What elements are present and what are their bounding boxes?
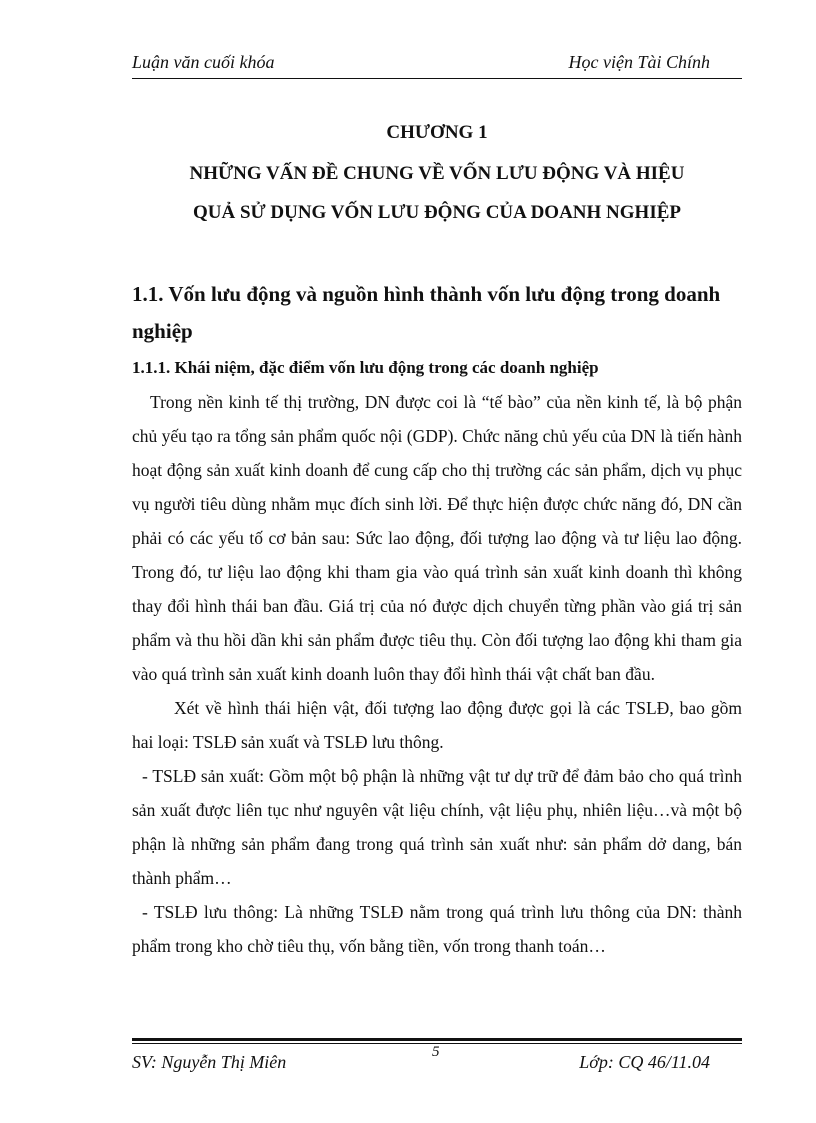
footer-divider-thick [132, 1038, 742, 1041]
chapter-title-line-2: QUẢ SỬ DỤNG VỐN LƯU ĐỘNG CỦA DOANH NGHIỆP [192, 202, 682, 223]
bullet-paragraph: - TSLĐ lưu thông: Là những TSLĐ nằm trong quá trình lưu thông của DN: thành phẩm trong kho chờ tiêu thụ, vốn bằng tiền, vốn trong thanh toán… [132, 902, 742, 956]
chapter-title-line-1: NHỮNG VẤN ĐỀ CHUNG VỀ VỐN LƯU ĐỘNG VÀ HIỆU [189, 163, 685, 184]
footer-student-name: SV: Nguyễn Thị Miên [132, 1052, 287, 1072]
subsection-heading: 1.1.1. Khái niệm, đặc điểm vốn lưu động trong các doanh nghiệp [132, 358, 599, 377]
page-footer [132, 1044, 710, 1074]
section-heading: 1.1. Vốn lưu động và nguồn hình thành vốn lưu động trong doanh nghiệp [132, 282, 721, 343]
paragraph: Trong nền kinh tế thị trường, DN được coi là “tế bào” của nền kinh tế, là bộ phận chủ yếu tạo ra tổng sản phẩm quốc nội (GDP). Chức năng chủ yếu của DN là tiến hành hoạt động sản xuất kinh doanh để cung cấp cho thị trường các sản phẩm, dịch vụ phục vụ người tiêu dùng nhằm mục đích sinh lời. Để thực hiện được chức năng đó, DN cần phải có các yếu tố cơ bản sau: Sức lao động, đối tượng lao động và tư liệu lao động. Trong đó, tư liệu lao động khi tham gia vào quá trình sản xuất kinh doanh thì không thay đổi hình thái ban đầu. Giá trị của nó được dịch chuyển từng phần vào giá trị sản phẩm và thu hồi dần khi sản phẩm được tiêu thụ. Còn đối tượng lao động khi tham gia vào quá trình sản xuất kinh doanh luôn thay đổi hình thái vật chất ban đầu. [132, 392, 742, 684]
bullet-paragraph: - TSLĐ sản xuất: Gồm một bộ phận là những vật tư dự trữ để đảm bảo cho quá trình sản xuất được liên tục như nguyên vật liệu chính, vật liệu phụ, nhiên liệu…và một bộ phận là những sản phẩm đang trong quá trình sản xuất như: sản phẩm dở dang, bán thành phẩm… [132, 766, 742, 888]
body-text [132, 385, 742, 963]
header-divider [132, 78, 742, 79]
chapter-number: CHƯƠNG 1 [386, 122, 488, 143]
page-number: 5 [432, 1044, 440, 1060]
paragraph: Xét về hình thái hiện vật, đối tượng lao động được gọi là các TSLĐ, bao gồm hai loại: TSLĐ sản xuất và TSLĐ lưu thông. [132, 698, 742, 752]
header-right-text: Học viện Tài Chính [568, 52, 710, 72]
header-left-text: Luận văn cuối khóa [132, 52, 275, 72]
page-header [132, 50, 710, 76]
footer-class-code: Lớp: CQ 46/11.04 [579, 1052, 710, 1072]
